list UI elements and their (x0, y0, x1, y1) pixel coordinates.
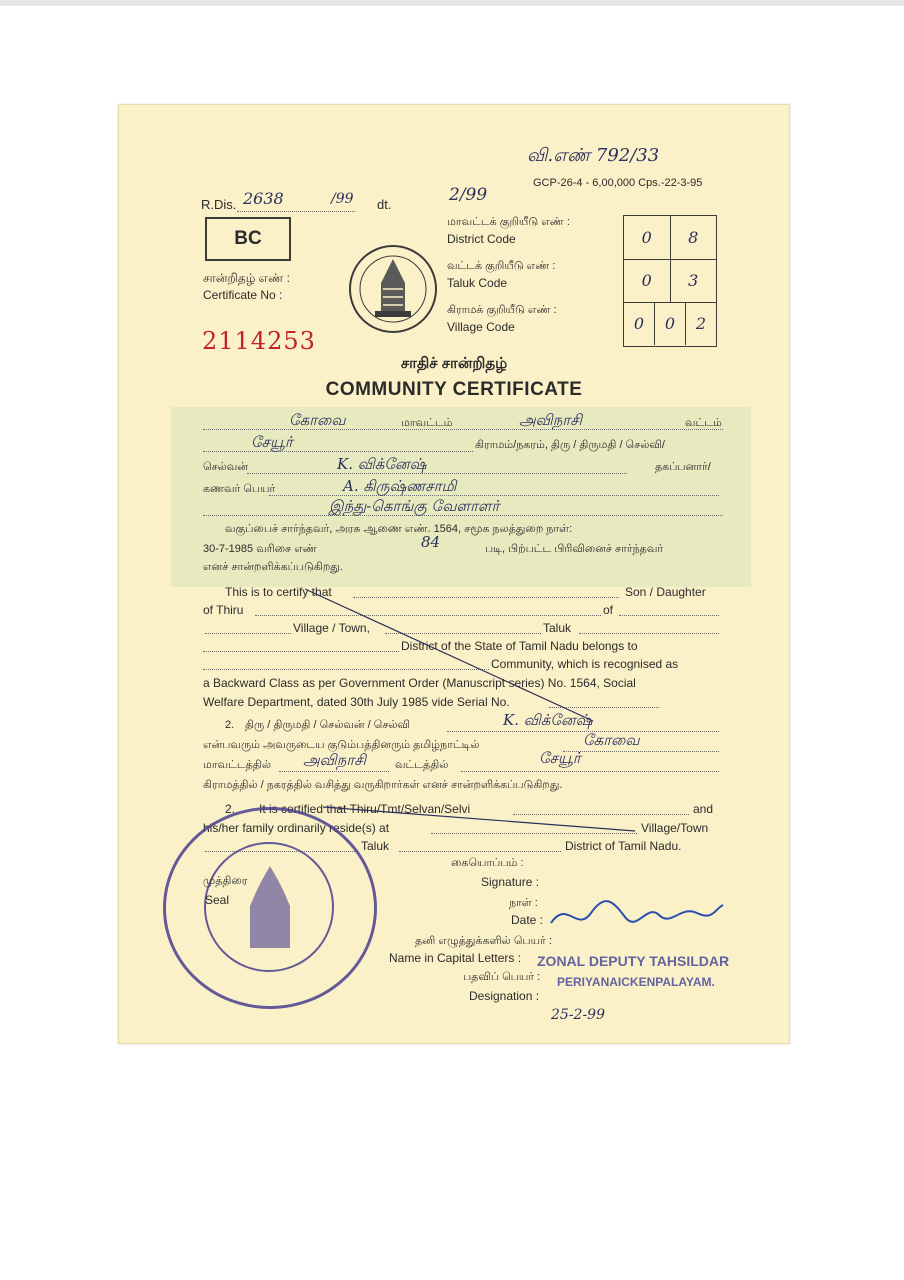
date-label-en: Date : (511, 913, 544, 927)
en2-line1-b: and (693, 802, 714, 816)
en1-line3-b: Taluk (543, 621, 572, 635)
seal-label-en: Seal (205, 893, 230, 907)
category-label: BC (234, 228, 262, 249)
village-code-digit: 2 (695, 314, 707, 333)
en1-line2-b: of (603, 603, 614, 617)
line-2-dots (203, 451, 473, 452)
code-grid (623, 215, 717, 347)
en1-line1-b: Son / Daughter (625, 585, 706, 599)
name-capital-label-en: Name in Capital Letters : (389, 951, 522, 965)
village-code-digit: 0 (655, 302, 686, 345)
en2-num: 2. (225, 802, 236, 816)
rdis-label: R.Dis. (201, 197, 237, 212)
village-code-digit: 0 (624, 302, 655, 345)
village-handwritten: சேயூர் (251, 433, 293, 451)
district-handwritten: கோவை (289, 411, 346, 429)
father-name-handwritten: A. கிருஷ்ணசாமி (343, 477, 457, 495)
ta2-line2-dots (563, 751, 719, 752)
en1-line5: Community, which is recognised as (491, 657, 679, 671)
certificate-no-label-en: Certificate No : (203, 288, 283, 302)
taluk-handwritten: அவிநாசி (519, 411, 582, 429)
district-code-label-en: District Code (447, 232, 516, 246)
taluk-code-label-en: Taluk Code (447, 276, 508, 290)
ta2-line3-dots-a (279, 771, 389, 772)
en1-line1-a: This is to certify that (225, 585, 332, 599)
name-handwritten: K. விக்னேஷ் (337, 455, 427, 473)
official-seal-stamp (163, 807, 377, 1009)
district-code-digit: 8 (688, 228, 699, 247)
husband-label: கணவர் பெயர் (203, 483, 276, 495)
ta2-line3-a: மாவட்டத்தில் (203, 759, 271, 771)
caste-handwritten: இந்து-கொங்கு வேளாளர் (329, 497, 500, 515)
state-emblem-icon (347, 243, 439, 335)
en1-line2-a: of Thiru (203, 603, 244, 617)
title-tamil: சாதிச் சான்றிதழ் (400, 355, 508, 372)
en2-line3-b: District of Tamil Nadu. (565, 839, 682, 853)
serial-handwritten: 84 (421, 533, 441, 551)
signature-label-ta: கையொப்பம் : (451, 857, 524, 869)
rdis-number: 2638 (243, 189, 284, 208)
village-code-row (624, 302, 716, 345)
en2-line3-a: Taluk (361, 839, 390, 853)
rdis-dotline (237, 211, 355, 212)
district-code-row (624, 216, 716, 260)
designation-stamp-line2: PERIYANAICKENPALAYAM. (557, 975, 715, 989)
taluk-code-row (624, 259, 716, 303)
selvan-label: செல்வன் (203, 461, 248, 473)
name-capital-label-ta: தனி எழுத்துக்களில் பெயர் : (415, 935, 552, 947)
ta2-line3-b: வட்டத்தில் (395, 759, 449, 771)
temple-tower-icon (240, 862, 300, 952)
dt-label: dt. (377, 197, 392, 212)
title-english: COMMUNITY CERTIFICATE (325, 379, 583, 400)
strike-line-1 (299, 585, 599, 725)
reference-handwritten: வி.எண் 792/33 (527, 145, 660, 166)
en1-line3-dots-c (579, 633, 719, 634)
taluk-label: வட்டம் (685, 417, 722, 429)
ta2-district-handwritten: கோவை (583, 731, 640, 749)
en1-line3-dots-a (205, 633, 291, 634)
scan-top-edge (0, 0, 904, 6)
district-code-digit: 0 (624, 216, 671, 259)
ta2-line3-dots-b (461, 771, 719, 772)
signature-scribble-icon (547, 893, 727, 939)
seal-label-ta: முத்திரை (203, 875, 248, 887)
village-label: கிராமம்/நகரம், திரு / திருமதி / செல்வி/ (475, 439, 665, 451)
line-3-dots (247, 473, 627, 474)
date-label-ta: நாள் : (509, 897, 538, 909)
district-code-label-ta: மாவட்டக் குறியீடு எண் : (447, 216, 570, 228)
strike-line-2 (319, 805, 639, 835)
father-label: தகப்பனார்/ (655, 461, 711, 473)
en1-line3-a: Village / Town, (293, 621, 370, 635)
designation-label-ta: பதவிப் பெயர் : (463, 971, 541, 983)
ta2-line4: கிராமத்தில் / நகரத்தில் வசித்து வருகிறார்கள் எனச் சான்றளிக்கப்படுகிறது. (203, 779, 563, 791)
taluk-code-label-ta: வட்டக் குறியீடு எண் : (447, 260, 556, 272)
signature-label-en: Signature : (481, 875, 540, 889)
en2-line3-dots-b (399, 851, 561, 852)
certificate-serial-number: 2114253 (202, 327, 316, 355)
certificate-card (118, 104, 790, 1044)
rdis-year: /99 (331, 191, 354, 207)
taluk-code-digit: 3 (688, 271, 699, 290)
para1-line-a: வகுப்பைச் சார்ந்தவர், அரசு ஆணை எண். 1564, சமூக நலத்துறை நாள்: (225, 523, 573, 535)
para1-line-c: எனச் சான்றளிக்கப்படுகிறது. (203, 561, 343, 573)
village-code-label-en: Village Code (447, 320, 515, 334)
para1-line-b-post: படி, பிற்பட்ட பிரிவினைச் சார்ந்தவர் (485, 543, 664, 555)
line-1-dots (203, 429, 723, 430)
line-4-dots (269, 495, 719, 496)
en2-line2-b: Village/Town (641, 821, 709, 835)
certificate-no-label-ta: சான்றிதழ் எண் : (203, 271, 290, 285)
ta2-line1: திரு / திருமதி / செல்வன் / செல்வி (245, 719, 411, 731)
ta2-village-handwritten: சேயூர் (539, 749, 581, 767)
en1-line6: a Backward Class as per Government Order (Manuscript series) No. 1564, Social (203, 676, 636, 690)
taluk-code-digit: 0 (624, 259, 671, 302)
en2-line1-a: It is certified that Thiru/Tmt/Selvan/Selvi (259, 802, 471, 816)
village-code-label-ta: கிராமக் குறியீடு எண் : (447, 304, 557, 316)
ta2-num: 2. (225, 719, 235, 731)
en1-line7: Welfare Department, dated 30th July 1985 vide Serial No. (203, 695, 510, 709)
en1-line4: District of the State of Tamil Nadu belongs to (401, 639, 638, 653)
para1-line-b-pre: 30-7-1985 வரிசை எண் (203, 543, 317, 555)
en2-line2-a: his/her family ordinarily reside(s) at (203, 821, 390, 835)
ta2-line2: என்பவரும் அவருடைய குடும்பத்தினரும் தமிழ்நாட்டில் (203, 739, 480, 751)
en1-line2-dots-b (619, 615, 719, 616)
category-box (205, 217, 291, 261)
designation-stamp-line1: ZONAL DEPUTY TAHSILDAR (537, 953, 730, 969)
print-reference: GCP-26-4 - 6,00,000 Cps.-22-3-95 (533, 177, 703, 189)
designation-label-en: Designation : (469, 989, 540, 1003)
sign-date-handwritten: 25-2-99 (551, 1007, 605, 1023)
district-label: மாவட்டம் (401, 417, 453, 429)
ta2-name-handwritten: K. விக்னேஷ் (503, 711, 593, 729)
ta2-taluk-handwritten: அவிநாசி (303, 751, 366, 769)
date-handwritten: 2/99 (449, 185, 488, 205)
